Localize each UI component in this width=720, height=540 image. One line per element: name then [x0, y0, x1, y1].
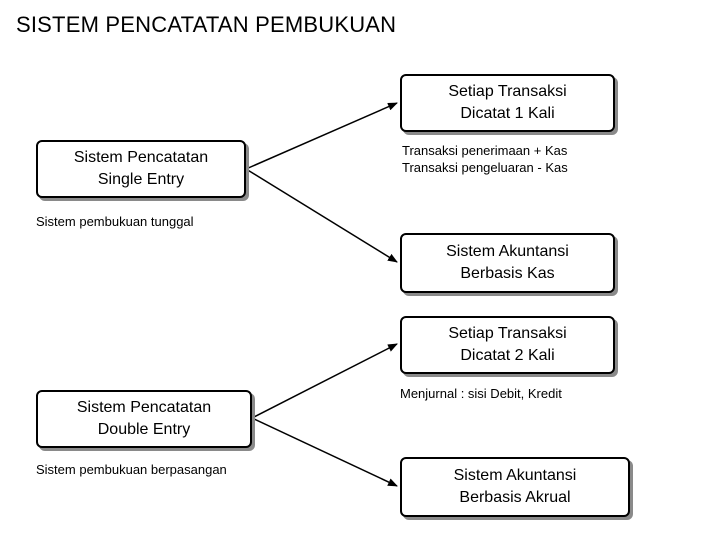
basis-akrual-box: [400, 457, 630, 517]
dicatat-1-line-1: Setiap Transaksi: [448, 83, 567, 100]
single-entry-line-1: Sistem Pencatatan: [73, 149, 209, 166]
dicatat-2-line-1: Setiap Transaksi: [448, 325, 567, 342]
single-entry-box: [36, 140, 246, 198]
kas-note-line-2: Transaksi pengeluaran - Kas: [402, 160, 568, 175]
basis-akrual-line-1: Sistem Akuntansi: [453, 467, 577, 484]
arrow-single-to-dicatat-1: [246, 103, 397, 169]
dicatat-1-kali-box: [400, 74, 615, 132]
single-entry-description: Sistem pembukuan tunggal: [36, 214, 194, 229]
kas-note-line-1: Transaksi penerimaan + Kas: [402, 143, 568, 158]
basis-akrual-line-2: Berbasis Akrual: [459, 489, 571, 506]
basis-kas-line-2: Berbasis Kas: [460, 265, 555, 282]
single-entry-line-2: Single Entry: [97, 171, 185, 188]
dicatat-2-line-2: Dicatat 2 Kali: [460, 347, 555, 364]
dicatat-2-kali-box: [400, 316, 615, 374]
basis-kas-box: [400, 233, 615, 293]
basis-kas-line-1: Sistem Akuntansi: [446, 243, 569, 260]
arrow-single-to-basis-kas: [246, 169, 397, 262]
double-entry-line-1: Sistem Pencatatan: [76, 399, 212, 416]
double-entry-description: Sistem pembukuan berpasangan: [36, 462, 227, 477]
double-entry-line-2: Double Entry: [97, 421, 191, 438]
page-title: SISTEM PENCATATAN PEMBUKUAN: [16, 12, 397, 37]
dicatat-1-line-2: Dicatat 1 Kali: [460, 105, 555, 122]
double-entry-box: [36, 390, 252, 448]
arrow-double-to-dicatat-2: [252, 344, 397, 418]
menjurnal-note: Menjurnal : sisi Debit, Kredit: [400, 386, 562, 401]
arrow-double-to-basis-akrual: [252, 418, 397, 486]
